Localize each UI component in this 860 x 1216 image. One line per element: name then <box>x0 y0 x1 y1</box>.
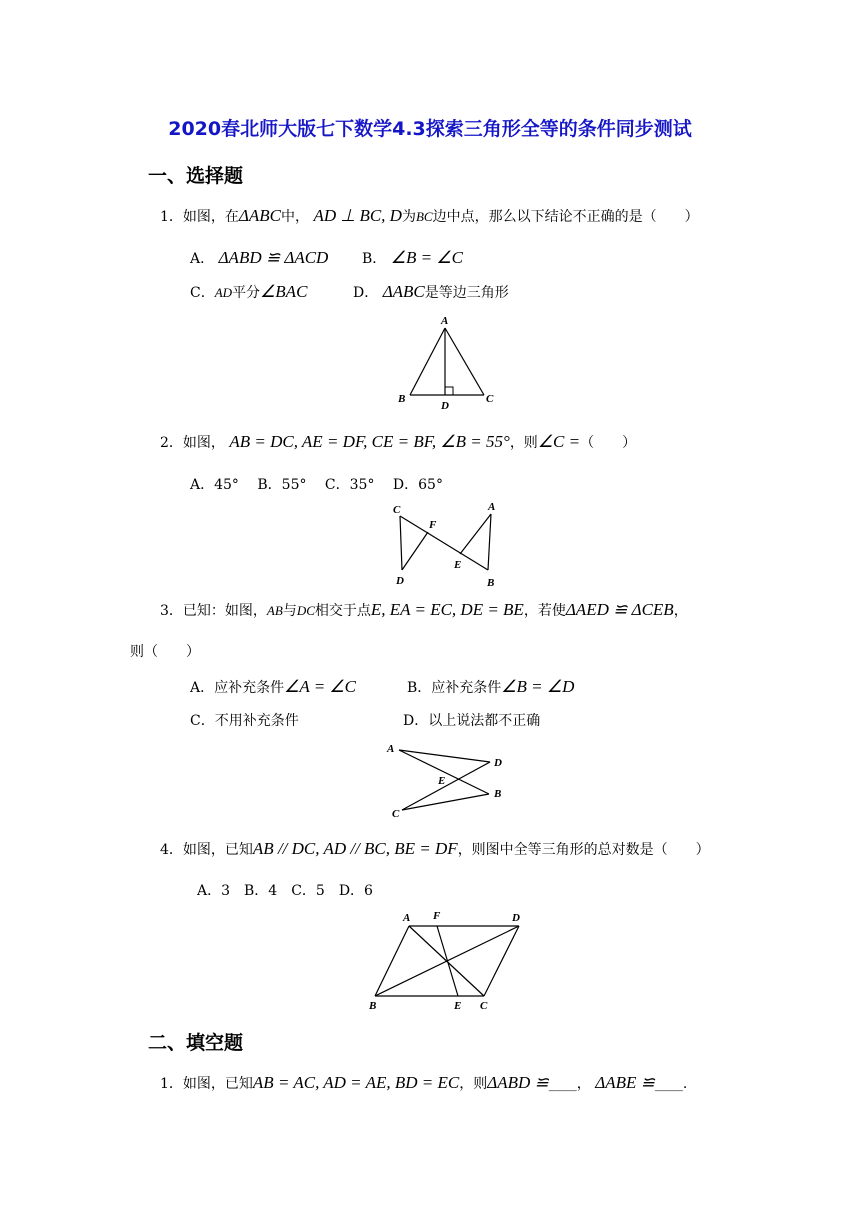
q1-option-d-label: D． <box>353 285 379 301</box>
question-3-text <box>160 600 688 620</box>
q3-text-4: ， <box>673 603 688 619</box>
q4-line-dc <box>484 926 519 996</box>
fill-question-1-text <box>160 1073 687 1093</box>
q3-label-b: B <box>494 788 502 800</box>
q2-label-b: B <box>487 577 495 589</box>
q3-label-d: D <box>494 757 502 769</box>
q2-line-ba <box>488 514 491 570</box>
q4-label-a: A <box>403 912 411 924</box>
q3-label-c: C <box>392 808 400 820</box>
q2-math-1: AB = DC, AE = DF, CE = BF, ∠B = 55° <box>229 432 510 451</box>
q4-options: A．3 B．4 C．5 D．6 <box>197 883 373 899</box>
q3-text-2: 相交于点 <box>314 603 371 619</box>
q1-prefix: 1．如图，在 <box>160 209 239 225</box>
q1-text-1: 中， <box>281 209 310 225</box>
q2-options: A．45° B．55° C．35° D．65° <box>190 477 443 493</box>
q2-label-d: D <box>396 575 404 587</box>
question-2-text <box>160 432 636 452</box>
q3-option-a-math: ∠A = ∠C <box>284 677 356 696</box>
page-title: 2020春北师大版七下数学4.3探索三角形全等的条件同步测试 <box>168 118 692 140</box>
q1-label-a: A <box>441 315 449 327</box>
f1-math-2: ΔABD ≌ <box>487 1073 549 1092</box>
right-angle-mark <box>445 387 453 395</box>
q2-math-2: ∠C = <box>537 432 581 451</box>
q4-label-d: D <box>512 912 520 924</box>
f1-blank-1: ____ <box>548 1076 577 1092</box>
q4-label-f: F <box>433 910 441 922</box>
q3-math-1: AB <box>266 603 283 618</box>
q4-label-e: E <box>454 1000 462 1012</box>
q1-option-b-label: B． <box>362 251 387 267</box>
q1-option-d-text: 是等边三角形 <box>424 285 509 301</box>
q4-label-c: C <box>480 1000 488 1012</box>
q3-line-cd <box>402 762 490 810</box>
q3-line-bc <box>402 794 489 810</box>
q3-option-a-text: A．应补充条件 <box>190 680 285 696</box>
q4-line-ac <box>409 926 484 996</box>
q1-option-c-label: C． <box>190 285 215 301</box>
q1-label-b: B <box>398 393 406 405</box>
q3-prefix: 3．已知：如图， <box>160 603 267 619</box>
q2-label-a: A <box>488 501 496 513</box>
q1-math-2: AD ⊥ BC, D <box>313 206 402 225</box>
q1-line-ab <box>410 328 445 395</box>
q3-label-a: A <box>387 743 395 755</box>
question-4-text <box>160 839 710 859</box>
q1-option-d <box>353 282 509 302</box>
q1-math-3: BC <box>415 209 433 224</box>
q3-figure <box>382 734 512 824</box>
q3-text-1: 与 <box>282 603 297 619</box>
q3-line-2: 则（ ） <box>130 644 200 660</box>
f1-prefix: 1．如图，已知 <box>160 1076 253 1092</box>
q1-option-b-math: ∠B = ∠C <box>390 248 463 267</box>
q2-line-df <box>402 532 428 570</box>
f1-blank-2: ____ <box>654 1076 683 1092</box>
q4-prefix: 4．如图，已知 <box>160 842 253 858</box>
q2-line-cb <box>400 516 488 570</box>
q2-text-2: （ ） <box>580 435 637 451</box>
q3-math-3: E, EA = EC, DE = BE <box>370 600 524 619</box>
q2-text-1: ，则 <box>509 435 538 451</box>
q3-option-b <box>407 677 574 697</box>
q1-label-d: D <box>441 400 449 412</box>
question-1-text <box>160 206 699 226</box>
section-heading-choice: 一、选择题 <box>148 165 244 187</box>
q1-option-b <box>362 248 463 268</box>
q3-option-b-text: B．应补充条件 <box>407 680 502 696</box>
f1-end: . <box>682 1076 688 1092</box>
q3-line-da <box>399 750 490 762</box>
q4-line-fe <box>437 926 458 996</box>
q3-text-3: ，若使 <box>523 603 566 619</box>
q2-line-ae <box>460 514 491 554</box>
q1-label-c: C <box>486 393 494 405</box>
q1-option-c-text: 平分 <box>232 285 261 301</box>
q4-figure <box>360 905 535 1013</box>
q4-text-1: ，则图中全等三角形的总对数是（ ） <box>457 842 710 858</box>
q1-figure-triangle <box>390 310 500 415</box>
q3-label-e: E <box>438 775 446 787</box>
q3-math-2: DC <box>296 603 315 618</box>
q1-text-2: 为 <box>401 209 416 225</box>
q1-math-1: ΔABC <box>238 206 282 225</box>
f1-math-1: AB = AC, AD = AE, BD = EC <box>252 1073 460 1092</box>
q2-line-cd <box>400 516 402 570</box>
q3-option-d: D．以上说法都不正确 <box>403 713 541 729</box>
q3-option-b-math: ∠B = ∠D <box>501 677 575 696</box>
q2-label-f: F <box>429 519 437 531</box>
q1-option-a-label: A． <box>190 251 215 267</box>
q1-option-c-math-2: ∠BAC <box>260 282 308 301</box>
q2-label-e: E <box>454 559 462 571</box>
q1-line-ac <box>445 328 484 395</box>
section-heading-fill-in: 二、填空题 <box>148 1032 244 1054</box>
q1-text-3: 边中点，那么以下结论不正确的是（ ） <box>432 209 699 225</box>
q4-math-1: AB // DC, AD // BC, BE = DF <box>252 839 458 858</box>
q2-figure <box>385 496 505 592</box>
q1-option-a <box>190 248 328 268</box>
f1-text-1: ，则 <box>459 1076 488 1092</box>
q4-label-b: B <box>369 1000 377 1012</box>
q1-option-c <box>190 282 307 302</box>
q4-line-ab <box>375 926 409 996</box>
f1-math-3: ΔABE ≌ <box>595 1073 655 1092</box>
q3-option-a <box>190 677 356 697</box>
q3-option-c: C．不用补充条件 <box>190 713 299 729</box>
q2-label-c: C <box>393 504 401 516</box>
q3-math-4: ΔAED ≌ ΔCEB <box>565 600 674 619</box>
q1-option-d-math: ΔABC <box>382 282 425 301</box>
q1-option-c-math: AD <box>214 285 233 300</box>
q2-prefix: 2．如图， <box>160 435 225 451</box>
f1-text-2: ， <box>576 1076 591 1092</box>
q1-option-a-math: ΔABD ≌ ΔACD <box>218 248 329 267</box>
